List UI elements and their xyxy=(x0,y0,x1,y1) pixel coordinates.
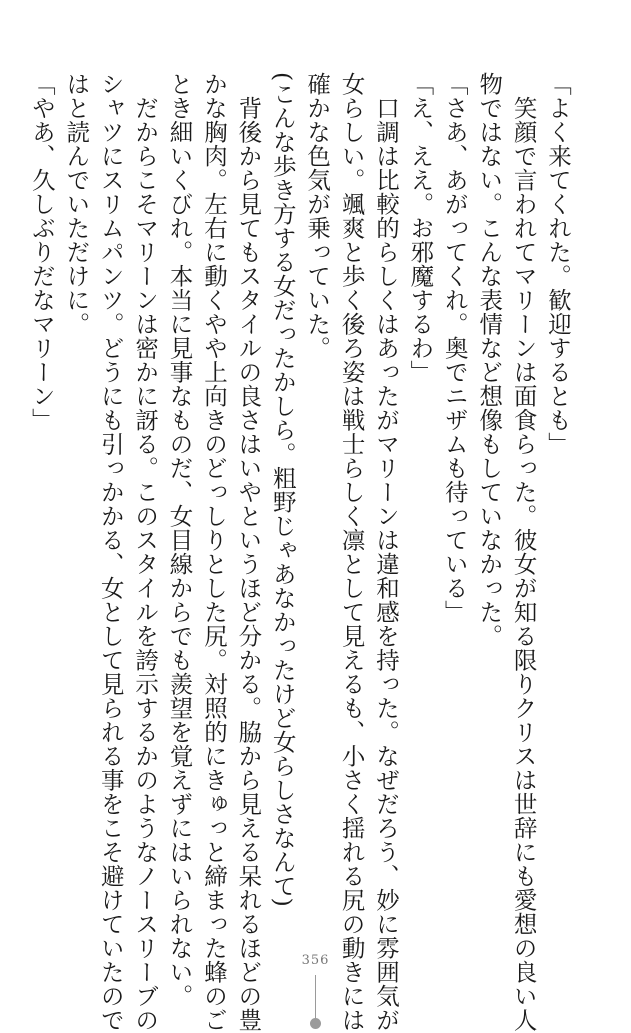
text-line: 背後から見てもスタイルの良さはいやというほど分かる。脇から見える呆れるほどの豊 xyxy=(234,95,263,1032)
text-line: 女らしい。颯爽と歩く後ろ姿は戦士らしく凛として見えるも、小さく揺れる尻の動きには xyxy=(337,72,366,1032)
text-line: 確かな色気が乗っていた。 xyxy=(303,72,332,360)
text-line: だからこそマリーンは密かに訝る。このスタイルを誇示するかのようなノースリーブの xyxy=(131,95,160,1032)
page-number: 356 xyxy=(301,953,330,968)
text-line: 「よく来てくれた。歓迎するとも」 xyxy=(544,72,572,456)
text-line: (こんな歩き方する女だったかしら。粗野じゃあなかったけど女らしさなんて) xyxy=(268,72,297,908)
text-line: シャツにスリムパンツ。どうにも引っかかる、女として見られる事をこそ避けていたので xyxy=(96,72,125,1032)
text-line: 「え、ええ。お邪魔するわ」 xyxy=(406,72,435,384)
text-line: 「さあ、あがってくれ。奥でニザムも待っている」 xyxy=(440,72,469,624)
text-line: 「やあ、久しぶりだなマリーン」 xyxy=(27,72,56,432)
text-line: 物ではない。こんな表情など想像もしていなかった。 xyxy=(475,72,504,648)
text-line: とき細いくびれ。本当に見事なものだ、女目線からでも羨望を覚えずにはいられない。 xyxy=(165,72,194,1008)
text-line: 笑顔で言われてマリーンは面食らった。彼女が知る限りクリスは世辞にも愛想の良い人 xyxy=(509,95,538,1032)
page-marker-line xyxy=(315,975,316,1023)
text-line: はと読んでいただけに。 xyxy=(62,72,91,336)
text-line: かな胸肉。左右に動くやや上向きのどっしりとした尻。対照的にきゅっと締まった蜂のご xyxy=(199,72,228,1032)
text-line: 口調は比較的らしくはあったがマリーンは違和感を持った。なぜだろう、妙に雰囲気が xyxy=(371,95,400,1032)
page-marker-dot xyxy=(310,1018,321,1029)
